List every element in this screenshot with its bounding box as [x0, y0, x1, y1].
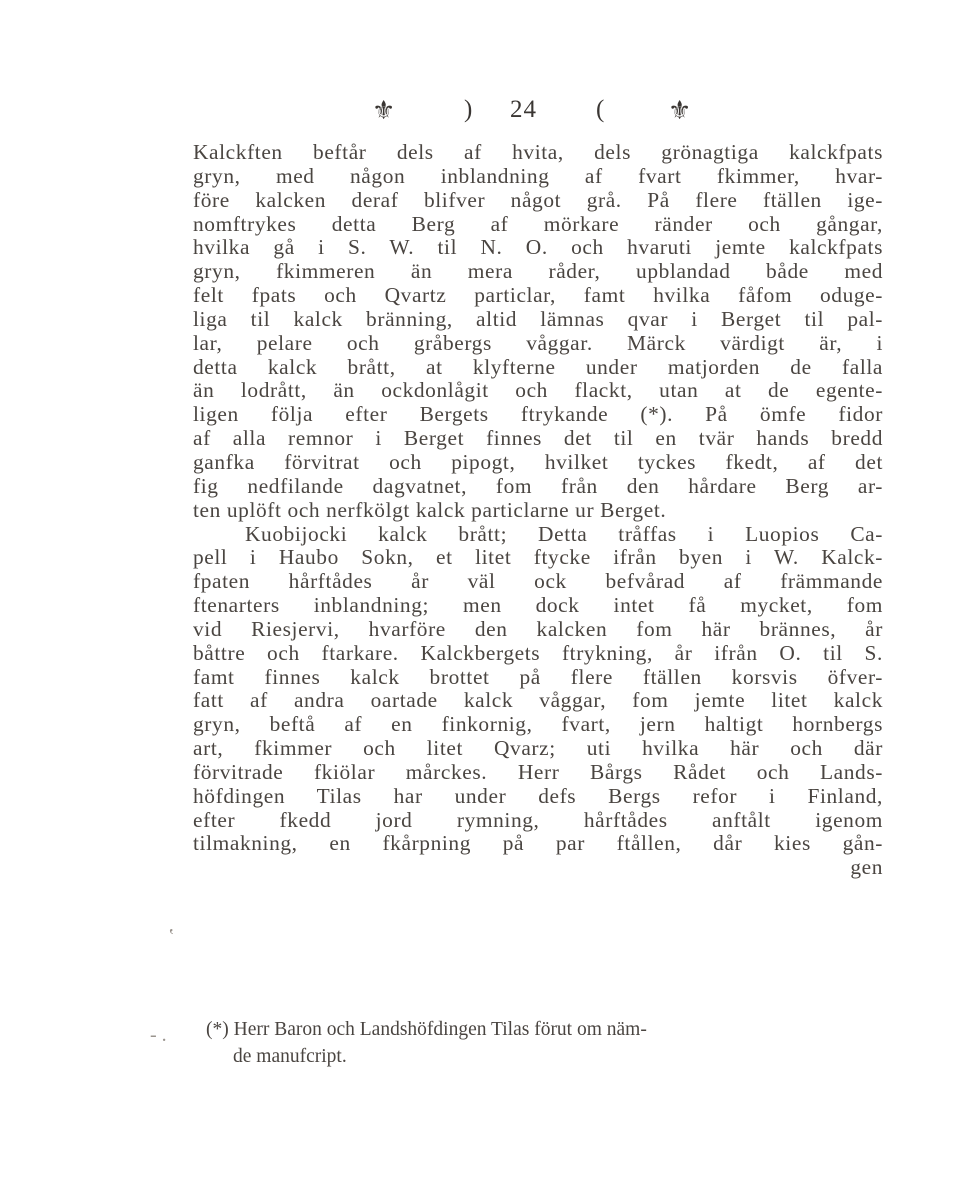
header-paren-left: ) — [464, 96, 473, 123]
text-line: före kalcken deraf blifver något grå. På flere ftällen ige- — [193, 187, 883, 212]
text-line: Kuobijocki kalck brått; Detta tråffas i Luopios Ca- — [245, 521, 883, 546]
text-line: gryn, med någon inblandning af fvart fkimmer, hvar- — [193, 163, 883, 188]
text-line: af alla remnor i Berget finnes det til en tvär hands bredd — [193, 426, 883, 451]
text-line: gryn, beftå af en finkornig, fvart, jern haltigt hornbergs — [193, 712, 883, 737]
text-line: pell i Haubo Sokn, et litet ftycke ifrån byen i W. Kalck- — [193, 545, 883, 570]
text-line: gryn, fkimmeren än mera råder, upblandad både med — [193, 259, 883, 284]
text-line: tilmakning, en fkårpning på par ftållen, dår kies gån- — [193, 831, 883, 856]
page-header — [360, 96, 700, 140]
text-line: ftenarters inblandning; men dock intet få mycket, fom — [193, 593, 883, 618]
footnote — [206, 1016, 866, 1070]
header-paren-right: ( — [596, 96, 605, 123]
text-line: felt fpats och Qvartz particlar, famt hvilka fåfom oduge- — [193, 283, 883, 308]
fleuron-left-icon: ⚜ — [372, 96, 396, 125]
text-line: höfdingen Tilas har under defs Bergs refor i Finland, — [193, 783, 883, 808]
text-line: ganfka förvitrat och pipogt, hvilket tyckes fkedt, af det — [193, 449, 883, 474]
text-line: fig nedfilande dagvatnet, fom från den hårdare Berg ar- — [193, 473, 883, 498]
footnote-line: de manufcript. — [233, 1046, 347, 1067]
text-line: efter fkedd jord rymning, hårftådes anftålt igenom — [193, 807, 883, 832]
text-line: fatt af andra oartade kalck våggar, fom jemte litet kalck — [193, 688, 883, 713]
text-line: förvitrade fkiölar mårckes. Herr Bårgs Rådet och Lands- — [193, 759, 883, 784]
fleuron-right-icon: ⚜ — [668, 96, 692, 125]
text-line: art, fkimmer och litet Qvarz; uti hvilka här och där — [193, 736, 883, 761]
catchword: gen — [850, 855, 883, 880]
margin-mark: - . — [150, 1024, 167, 1046]
margin-mark: ‛ — [168, 925, 175, 947]
body-text — [193, 141, 883, 880]
text-line: ten uplöft och nerfkölgt kalck particlarne ur Berget. — [193, 497, 667, 522]
text-line: fpaten hårftådes år väl ock befvårad af främmande — [193, 569, 883, 594]
page-number: 24 — [510, 96, 537, 123]
text-line: liga til kalck bränning, altid lämnas qvar i Berget til pal- — [193, 306, 883, 331]
text-line: båttre och ftarkare. Kalckbergets ftrykning, år ifrån O. til S. — [193, 640, 883, 665]
text-line: vid Riesjervi, hvarföre den kalcken fom här brännes, år — [193, 616, 883, 641]
text-line: Kalckften beftår dels af hvita, dels grönagtiga kalckfpats — [193, 140, 883, 164]
text-line: nomftrykes detta Berg af mörkare ränder och gångar, — [193, 211, 883, 236]
text-line: famt finnes kalck brottet på flere ftällen korsvis öfver- — [193, 664, 883, 689]
text-line: hvilka gå i S. W. til N. O. och hvaruti jemte kalckfpats — [193, 235, 883, 260]
text-line: än lodrått, än ockdonlågit och flackt, utan at de egente- — [193, 378, 883, 403]
text-line: detta kalck brått, at klyfterne under matjorden de falla — [193, 354, 883, 379]
footnote-line: (*) Herr Baron och Landshöfdingen Tilas förut om näm- — [206, 1019, 647, 1040]
text-line: ligen följa efter Bergets ftrykande (*). På ömfe fidor — [193, 402, 883, 427]
text-line: lar, pelare och gråbergs våggar. Märck värdigt är, i — [193, 330, 883, 355]
